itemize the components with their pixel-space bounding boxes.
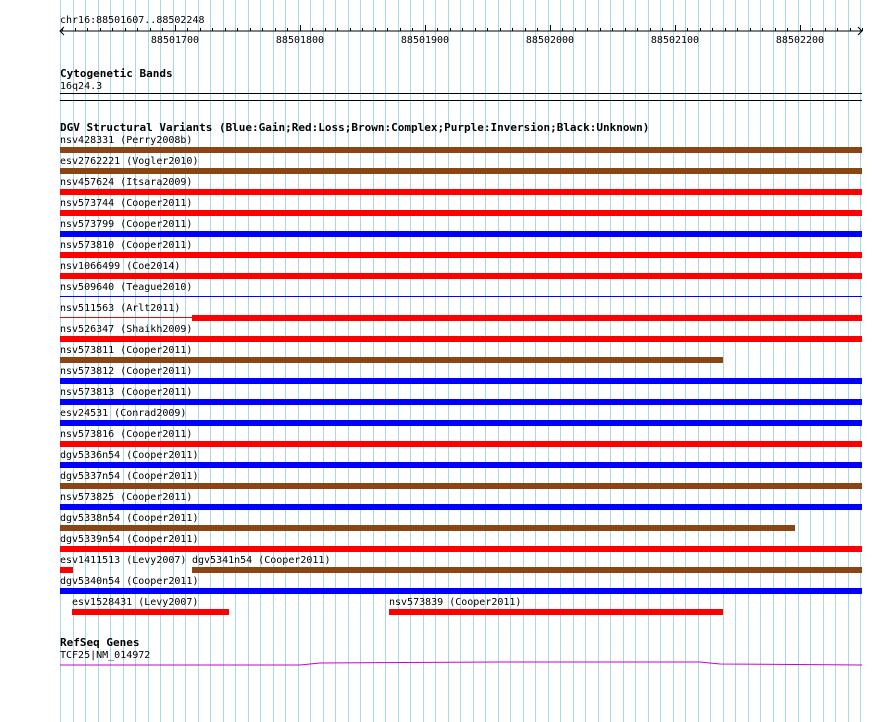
variant-bar[interactable] — [389, 609, 723, 615]
cyto-track-heading: Cytogenetic Bands — [60, 67, 173, 80]
ruler-tick-label: 88501800 — [275, 35, 325, 46]
variant-label[interactable]: esv2762221 (Vogler2010) — [60, 156, 199, 167]
variant-label[interactable]: nsv573812 (Cooper2011) — [60, 366, 193, 377]
variant-label[interactable]: nsv1066499 (Coe2014) — [60, 261, 181, 272]
variant-bar[interactable] — [60, 210, 862, 216]
variant-label[interactable]: nsv573744 (Cooper2011) — [60, 198, 193, 209]
refseq-gene-model[interactable] — [0, 655, 890, 675]
variant-bar[interactable] — [60, 336, 862, 342]
variant-bar[interactable] — [60, 420, 862, 426]
variant-bar[interactable] — [60, 168, 862, 174]
variant-label[interactable]: dgv5336n54 (Cooper2011) — [60, 450, 199, 461]
variant-label[interactable]: nsv573811 (Cooper2011) — [60, 345, 193, 356]
variant-bar[interactable] — [192, 315, 862, 321]
variant-label[interactable]: dgv5340n54 (Cooper2011) — [60, 576, 199, 587]
variant-label[interactable]: dgv5338n54 (Cooper2011) — [60, 513, 199, 524]
variant-bar[interactable] — [60, 357, 723, 363]
ruler-tick-label: 88501700 — [150, 35, 200, 46]
variant-intron-line[interactable] — [60, 317, 192, 318]
variant-label[interactable]: nsv457624 (Itsara2009) — [60, 177, 193, 188]
variant-bar[interactable] — [60, 378, 862, 384]
refseq-gene-label[interactable]: TCF25|NM_014972 — [60, 650, 151, 661]
dgv-track-heading: DGV Structural Variants (Blue:Gain;Red:Loss;Brown:Complex;Purple:Inversion;Black:Unknown) — [60, 121, 650, 134]
variant-bar[interactable] — [60, 273, 862, 279]
variant-label[interactable]: nsv428331 (Perry2008b) — [60, 135, 193, 146]
variant-bar[interactable] — [60, 296, 862, 297]
ruler-tick-label: 88501900 — [400, 35, 450, 46]
variant-label[interactable]: nsv573810 (Cooper2011) — [60, 240, 193, 251]
variant-label[interactable]: nsv573813 (Cooper2011) — [60, 387, 193, 398]
variant-label[interactable]: nsv573825 (Cooper2011) — [60, 492, 193, 503]
variant-label[interactable]: dgv5341n54 (Cooper2011) — [192, 555, 331, 566]
variant-label[interactable]: dgv5337n54 (Cooper2011) — [60, 471, 199, 482]
variant-bar[interactable] — [60, 147, 862, 153]
variant-bar[interactable] — [60, 189, 862, 195]
variant-bar[interactable] — [60, 567, 73, 573]
variant-bar[interactable] — [72, 609, 229, 615]
variant-label[interactable]: esv1411513 (Levy2007) — [60, 555, 187, 566]
variant-label[interactable]: nsv509640 (Teague2010) — [60, 282, 193, 293]
variant-bar[interactable] — [60, 588, 862, 594]
refseq-track-heading: RefSeq Genes — [60, 636, 140, 649]
variant-label[interactable]: nsv573839 (Cooper2011) — [389, 597, 522, 608]
variant-label[interactable]: nsv511563 (Arlt2011) — [60, 303, 181, 314]
variant-label[interactable]: esv1528431 (Levy2007) — [72, 597, 199, 608]
variant-bar[interactable] — [60, 231, 862, 237]
cyto-band-label[interactable]: 16q24.3 — [60, 81, 103, 92]
variant-bar[interactable] — [60, 399, 862, 405]
cyto-band-line[interactable] — [60, 100, 862, 101]
ruler-tick-label: 88502000 — [525, 35, 575, 46]
ruler-tick-label: 88502200 — [775, 35, 825, 46]
variant-label[interactable]: nsv573816 (Cooper2011) — [60, 429, 193, 440]
ruler-tick-label: 88502100 — [650, 35, 700, 46]
variant-label[interactable]: esv24531 (Conrad2009) — [60, 408, 187, 419]
variant-label[interactable]: nsv573799 (Cooper2011) — [60, 219, 193, 230]
variant-bar[interactable] — [60, 525, 795, 531]
variant-bar[interactable] — [60, 462, 862, 468]
variant-bar[interactable] — [60, 504, 862, 510]
cyto-band-line[interactable] — [60, 93, 862, 94]
variant-bar[interactable] — [60, 252, 862, 258]
variant-bar[interactable] — [60, 546, 862, 552]
variant-bar[interactable] — [60, 441, 862, 447]
ruler-title: chr16:88501607..88502248 — [60, 15, 205, 26]
variant-bar[interactable] — [192, 567, 862, 573]
variant-label[interactable]: nsv526347 (Shaikh2009) — [60, 324, 193, 335]
variant-bar[interactable] — [60, 483, 862, 489]
variant-label[interactable]: dgv5339n54 (Cooper2011) — [60, 534, 199, 545]
